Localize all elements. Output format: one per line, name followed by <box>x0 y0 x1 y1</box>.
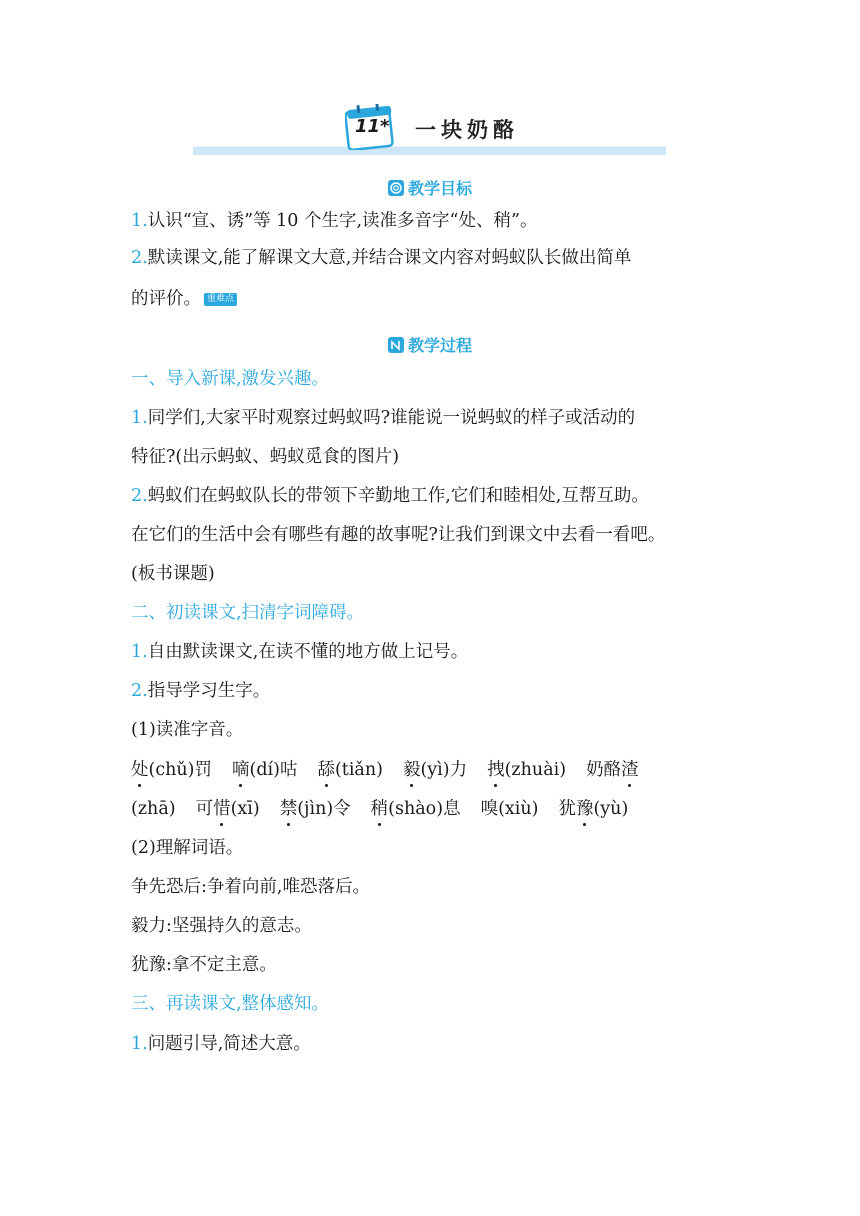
process-heading <box>0 333 860 356</box>
part1-item2 <box>131 484 649 508</box>
part1-title: 一、导入新课,激发兴趣。 <box>131 369 330 389</box>
part3-item1 <box>131 1032 311 1056</box>
part1-item1 <box>131 406 635 430</box>
item-text: 同学们,大家平时观察过蚂蚁吗?谁能说一说蚂蚁的样子或活动的 <box>147 408 636 428</box>
pinyin: (zhuài) <box>504 760 567 780</box>
pinyin: (shào) <box>388 799 444 819</box>
dotted-char: 渣 <box>621 760 639 780</box>
pinyin: (tiǎn) <box>334 760 383 780</box>
item-num: 1. <box>131 1034 148 1054</box>
goal-num: 1. <box>131 211 148 231</box>
dotted-char: 毅 <box>402 760 421 780</box>
pinyin: (yì) <box>420 760 450 780</box>
lesson-title: 一块奶酪 <box>415 118 519 142</box>
pinyin: (xiù) <box>498 799 539 819</box>
item-text: 问题引导,简述大意。 <box>147 1034 311 1054</box>
word-rest: 力 <box>449 760 468 780</box>
key-difficulty-badge: 重难点 <box>204 293 237 306</box>
goal-text: 默读课文,能了解课文大意,并结合课文内容对蚂蚁队长做出简单 <box>147 248 632 268</box>
part2-item1 <box>131 640 468 664</box>
pinyin-entry <box>403 760 467 780</box>
part3-title: 三、再读课文,整体感知。 <box>131 994 330 1014</box>
pinyin: (jìn) <box>297 799 334 819</box>
item-num: 1. <box>131 642 148 662</box>
pinyin-entry <box>317 760 383 780</box>
goals-heading-text: 教学目标 <box>407 179 472 198</box>
dotted-char: 稍 <box>370 799 389 819</box>
dotted-char: 嘀 <box>232 760 250 780</box>
process-icon <box>388 337 404 353</box>
part2-sub2: (2)理解词语。 <box>131 838 244 858</box>
pinyin-entry <box>196 799 260 819</box>
item-num: 1. <box>131 408 148 428</box>
pinyin-entry <box>131 760 212 780</box>
dotted-char: 处 <box>131 760 149 780</box>
part1-item1-cont: 特征?(出示蚂蚁、蚂蚁觅食的图片) <box>131 447 400 467</box>
pinyin-entry <box>558 799 628 819</box>
pinyin-entry <box>232 760 297 780</box>
pinyin-entry <box>371 799 461 819</box>
word-definition: 犹豫:拿不定主意。 <box>131 955 277 975</box>
pinyin-row-2 <box>131 797 628 821</box>
pinyin: (chǔ) <box>148 760 195 780</box>
goal-text: 认识“宣、诱”等 10 个生字,读准多音字“处、稍”。 <box>147 211 538 231</box>
item-num: 2. <box>131 486 148 506</box>
part2-item2 <box>131 679 270 703</box>
process-heading-text: 教学过程 <box>407 336 472 355</box>
item-text: 蚂蚁们在蚂蚁队长的带领下辛勤地工作,它们和睦相处,互帮互助。 <box>147 486 649 506</box>
dotted-char: 舔 <box>317 760 335 780</box>
word-rest: 咕 <box>279 760 298 780</box>
word-pre: 犹 <box>558 799 576 819</box>
pinyin: (zhā) <box>131 799 176 819</box>
item-text: 指导学习生字。 <box>147 681 271 701</box>
goal-num: 2. <box>131 248 148 268</box>
pinyin: (xī) <box>230 799 260 819</box>
dotted-char: 禁 <box>279 799 298 819</box>
word-rest: 令 <box>333 799 351 819</box>
pinyin-entry <box>131 799 176 819</box>
lesson-number: 11* <box>355 116 390 137</box>
dotted-char: 拽 <box>487 760 505 780</box>
goal-item-2 <box>131 246 631 270</box>
target-icon <box>388 180 404 196</box>
part1-item2-cont2: (板书课题) <box>131 564 215 584</box>
part2-sub1: (1)读准字音。 <box>131 720 244 740</box>
item-num: 2. <box>131 681 148 701</box>
goal-item-2-cont <box>131 287 237 311</box>
part2-title: 二、初读课文,扫清字词障碍。 <box>131 603 365 623</box>
word-pre: 奶酪 <box>586 760 622 780</box>
goal-text: 的评价。 <box>131 289 201 309</box>
word-definition: 争先恐后:争着向前,唯恐落后。 <box>131 877 370 897</box>
word-rest: 罚 <box>194 760 212 780</box>
word-rest: 息 <box>443 799 461 819</box>
pinyin: (dí) <box>249 760 280 780</box>
word-pre: 嗅 <box>480 799 499 819</box>
item-text: 自由默读课文,在读不懂的地方做上记号。 <box>147 642 469 662</box>
goals-heading <box>0 176 860 199</box>
word-pre: 可 <box>195 799 214 819</box>
word-definition: 毅力:坚强持久的意志。 <box>131 916 312 936</box>
pinyin-entry <box>280 799 351 819</box>
part1-item2-cont: 在它们的生活中会有哪些有趣的故事呢?让我们到课文中去看一看吧。 <box>131 525 666 545</box>
dotted-char: 豫 <box>575 799 594 819</box>
goal-item-1 <box>131 209 537 233</box>
pinyin-row-1 <box>131 758 639 782</box>
pinyin-entry <box>586 760 639 780</box>
pinyin-entry <box>481 799 539 819</box>
header-underline <box>193 146 666 155</box>
pinyin-entry <box>487 760 566 780</box>
dotted-char: 惜 <box>213 799 231 819</box>
pinyin: (yù) <box>593 799 629 819</box>
lesson-header <box>193 100 666 156</box>
